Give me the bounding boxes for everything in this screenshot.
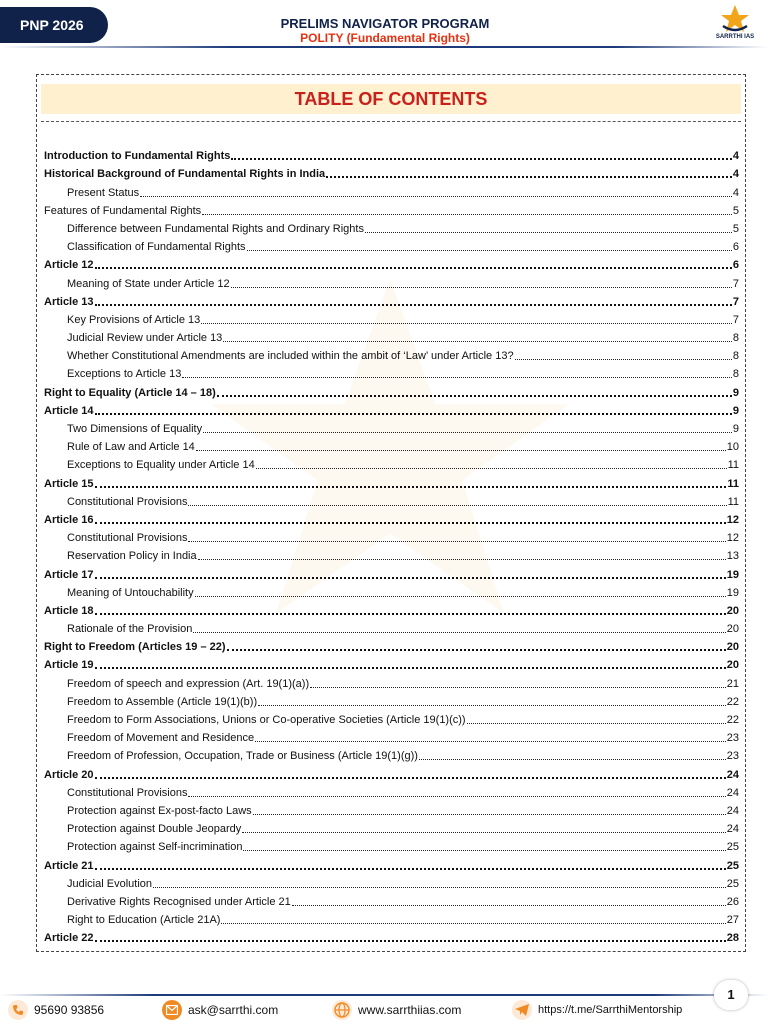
toc-leader-dots [140,196,732,197]
toc-entry-page: 9 [732,386,739,399]
toc-entry-label: Article 17 [44,568,94,581]
toc-leader-dots [182,377,732,378]
toc-leader-dots [217,395,732,397]
toc-entry-page: 22 [726,695,739,708]
toc-entry-page: 20 [726,623,739,636]
toc-entry-page: 8 [732,350,739,363]
toc-entry[interactable] [44,636,739,654]
toc-entry-page: 6 [732,241,739,254]
toc-leader-dots [95,940,726,942]
sarrthi-logo [710,4,760,46]
toc-leader-dots [203,432,732,433]
toc-leader-dots [515,359,732,360]
toc-entry[interactable] [44,691,739,709]
toc-entry[interactable] [44,709,739,727]
toc-entry-page: 4 [732,168,739,181]
toc-leader-dots [242,832,725,833]
toc-entry-page: 24 [726,786,739,799]
toc-entry-page: 5 [732,204,739,217]
toc-entry-page: 21 [726,677,739,690]
toc-entry-label: Article 16 [44,513,94,526]
toc-entry-page: 9 [732,423,739,435]
toc-entry[interactable] [44,527,739,545]
toc-entry-page: 20 [726,604,739,617]
email-text: ask@sarrthi.com [188,1003,279,1017]
toc-entry-page: 9 [732,404,739,417]
toc-entry-label: Reservation Policy in India [67,550,197,563]
toc-entry-label: Key Provisions of Article 13 [67,313,201,326]
page-number: 1 [714,980,748,1010]
toc-entry[interactable] [44,272,739,290]
toc-entry[interactable] [44,582,739,600]
toc-entry[interactable] [44,454,739,472]
toc-leader-dots [243,850,725,851]
toc-entry[interactable] [44,436,739,454]
toc-leader-dots [202,214,732,215]
toc-entry[interactable] [44,491,739,509]
toc-entry-label: Freedom of Profession, Occupation, Trade or Business (Article 19(1)(g)) [67,750,418,763]
program-subtitle: POLITY (Fundamental Rights) [300,31,470,45]
toc-entry-label: Difference between Fundamental Rights and Ordinary Rights [67,222,364,235]
toc-entry-page: 13 [726,550,739,563]
toc-entry[interactable] [44,745,739,763]
phone-text: 95690 93856 [34,1003,105,1017]
toc-entry[interactable] [44,654,739,672]
toc-entry-label: Right to Equality (Article 14 – 18) [44,386,216,399]
toc-entry-label: Protection against Self-incrimination [67,841,243,854]
toc-entry-page: 20 [726,659,739,672]
toc-entry-label: Rule of Law and Article 14 [67,441,195,454]
toc-entry-page: 7 [732,277,739,290]
toc-leader-dots [255,741,726,742]
toc-leader-dots [195,596,726,597]
toc-entry-page: 25 [726,859,739,872]
toc-entry-page: 8 [732,368,739,381]
toc-entry-label: Article 15 [44,477,94,490]
toc-entry-label: Freedom of speech and expression (Art. 19(1)(a)) [67,677,310,690]
toc-entry[interactable] [44,782,739,800]
toc-entry-page: 25 [726,841,739,854]
toc-list [44,145,739,945]
toc-entry[interactable] [44,145,739,163]
toc-entry-page: 10 [726,441,739,454]
toc-entry[interactable] [44,400,739,418]
toc-entry-label: Judicial Evolution [67,877,152,890]
toc-leader-dots [227,649,726,651]
toc-divider [41,121,741,122]
toc-entry[interactable] [44,236,739,254]
logo-text: SARRTHI IAS [715,34,755,40]
toc-entry-page: 11 [727,459,739,472]
toc-entry-page: 28 [726,932,739,945]
toc-leader-dots [201,323,732,324]
toc-heading: TABLE OF CONTENTS [294,89,488,109]
phone-icon [8,1000,28,1020]
toc-leader-dots [95,413,732,415]
toc-entry[interactable] [44,218,739,236]
toc-entry-page: 4 [732,186,739,199]
toc-leader-dots [153,887,726,888]
toc-entry-label: Meaning of State under Article 12 [67,277,230,290]
toc-entry-label: Features of Fundamental Rights [44,204,202,217]
toc-entry-label: Whether Constitutional Amendments are included within the ambit of ‘Law’ under Article 13? [67,350,514,363]
toc-entry-page: 20 [726,641,739,654]
toc-entry-label: Classification of Fundamental Rights [67,241,246,254]
toc-leader-dots [95,667,726,669]
toc-leader-dots [95,486,727,488]
toc-entry-label: Historical Background of Fundamental Rights in India [44,168,326,181]
toc-entry-page: 12 [726,532,739,545]
toc-leader-dots [231,287,732,288]
toc-entry-page: 6 [732,259,739,272]
toc-entry-label: Derivative Rights Recognised under Article 21 [67,895,291,908]
toc-entry[interactable] [44,927,739,945]
toc-entry-page: 12 [726,513,739,526]
toc-entry-label: Article 21 [44,859,94,872]
toc-entry[interactable] [44,600,739,618]
toc-entry[interactable] [44,836,739,854]
toc-entry-label: Article 22 [44,932,94,945]
toc-leader-dots [231,158,732,160]
toc-entry-page: 8 [732,332,739,345]
toc-entry-label: Exceptions to Equality under Article 14 [67,459,255,472]
toc-entry-label: Freedom of Movement and Residence [67,732,255,745]
toc-entry[interactable] [44,545,739,563]
toc-leader-dots [292,905,726,906]
toc-entry-label: Right to Freedom (Articles 19 – 22) [44,641,226,654]
toc-entry[interactable] [44,800,739,818]
toc-leader-dots [193,632,725,633]
toc-leader-dots [223,341,732,342]
toc-entry[interactable] [44,418,739,436]
toc-leader-dots [419,759,726,760]
toc-entry[interactable] [44,873,739,891]
toc-leader-dots [95,522,726,524]
toc-entry-page: 11 [727,495,739,508]
toc-entry[interactable] [44,618,739,636]
toc-entry[interactable] [44,472,739,490]
toc-entry-page: 23 [726,732,739,745]
toc-leader-dots [247,250,732,251]
program-badge: PNP 2026 [0,7,108,43]
toc-entry-page: 26 [726,895,739,908]
footer-website[interactable] [332,999,461,1021]
toc-leader-dots [256,468,727,469]
toc-entry-page: 22 [726,714,739,726]
toc-leader-dots [326,176,732,178]
toc-entry-page: 23 [726,750,739,763]
toc-entry-page: 25 [726,877,739,890]
toc-entry-label: Article 19 [44,659,94,672]
toc-entry-label: Judicial Review under Article 13 [67,332,223,345]
toc-entry-page: 19 [726,568,739,581]
toc-leader-dots [198,559,726,560]
toc-entry-label: Article 20 [44,768,94,781]
toc-title-bar [41,84,741,114]
toc-entry-label: Constitutional Provisions [67,786,188,799]
toc-leader-dots [95,577,726,579]
telegram-icon [512,1000,532,1020]
toc-entry[interactable] [44,763,739,781]
toc-entry-page: 24 [726,804,739,817]
toc-entry-label: Protection against Double Jeopardy [67,823,242,836]
toc-entry-label: Article 13 [44,295,94,308]
toc-entry[interactable] [44,909,739,927]
toc-leader-dots [95,304,732,306]
toc-entry[interactable] [44,163,739,181]
page-footer [0,996,768,1024]
toc-leader-dots [95,613,726,615]
toc-entry[interactable] [44,254,739,272]
toc-entry-page: 11 [727,477,739,490]
toc-entry-label: Protection against Ex-post-facto Laws [67,804,252,817]
toc-entry-label: Article 12 [44,259,94,272]
toc-leader-dots [365,232,732,233]
toc-entry-label: Article 14 [44,404,94,417]
mail-icon [162,1000,182,1020]
toc-entry-page: 24 [726,768,739,781]
footer-email[interactable] [162,999,278,1021]
toc-entry[interactable] [44,200,739,218]
footer-telegram[interactable] [512,999,682,1021]
toc-entry[interactable] [44,363,739,381]
page-header [0,0,768,50]
toc-entry-page: 5 [732,222,739,235]
toc-entry-label: Two Dimensions of Equality [67,423,203,435]
toc-entry-page: 24 [726,823,739,836]
toc-leader-dots [467,723,726,724]
toc-entry-label: Meaning of Untouchability [67,586,194,599]
toc-entry-label: Rationale of the Provision [67,623,193,636]
toc-leader-dots [95,868,726,870]
toc-entry[interactable] [44,309,739,327]
toc-entry[interactable] [44,509,739,527]
toc-entry-page: 7 [732,313,739,326]
toc-entry-label: Exceptions to Article 13 [67,368,182,381]
toc-leader-dots [188,541,725,542]
header-titles [220,16,550,45]
toc-leader-dots [221,923,725,924]
toc-leader-dots [95,267,732,269]
toc-entry[interactable] [44,727,739,745]
toc-entry[interactable] [44,672,739,690]
toc-entry[interactable] [44,854,739,872]
toc-entry-label: Freedom to Form Associations, Unions or Co-operative Societies (Article 19(1)(c)) [67,714,466,726]
toc-entry-label: Present Status [67,186,140,199]
toc-entry-label: Constitutional Provisions [67,532,188,545]
toc-leader-dots [188,505,726,506]
toc-entry[interactable] [44,818,739,836]
toc-entry[interactable] [44,291,739,309]
toc-entry[interactable] [44,327,739,345]
toc-entry[interactable] [44,563,739,581]
toc-leader-dots [196,450,726,451]
toc-entry[interactable] [44,891,739,909]
telegram-text: https://t.me/SarrthiMentorship [538,1004,683,1016]
toc-leader-dots [188,796,725,797]
toc-entry-label: Right to Education (Article 21A) [67,914,221,927]
toc-leader-dots [95,777,726,779]
toc-entry-label: Article 18 [44,604,94,617]
toc-leader-dots [253,814,726,815]
toc-entry-label: Introduction to Fundamental Rights [44,150,231,163]
toc-entry[interactable] [44,345,739,363]
program-title: PRELIMS NAVIGATOR PROGRAM [280,16,490,31]
header-divider [0,46,768,48]
toc-entry-page: 7 [732,295,739,308]
website-text: www.sarrthiias.com [358,1003,462,1017]
footer-phone[interactable] [8,999,104,1021]
toc-entry-page: 19 [726,586,739,599]
toc-entry[interactable] [44,381,739,399]
toc-entry-label: Constitutional Provisions [67,495,188,508]
toc-entry-label: Freedom to Assemble (Article 19(1)(b)) [67,695,258,708]
toc-entry-page: 4 [732,150,739,163]
toc-leader-dots [258,705,726,706]
globe-icon [332,1000,352,1020]
star-logo-icon [720,4,750,34]
toc-entry-page: 27 [726,914,739,927]
toc-leader-dots [310,687,726,688]
toc-entry[interactable] [44,181,739,199]
